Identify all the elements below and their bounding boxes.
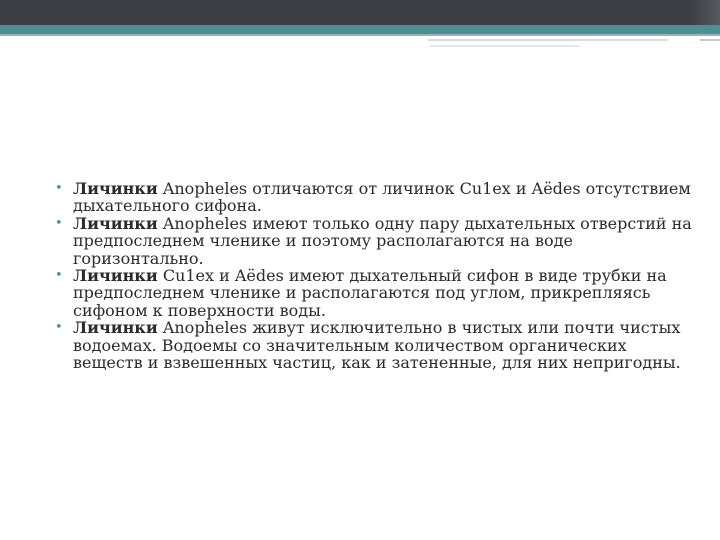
decorative-line [700,39,720,41]
bullet-item [52,267,692,319]
decorative-line [430,45,580,47]
bullet-text: Cu1ex и Aёdes имеют дыхательный сифон в виде трубки на предпоследнем членике и располагаются под углом, прикрепляясь сифоном к поверхности воды. [73,266,667,320]
bullet-text: Anopheles отличаются от личинок Cu1ex и Aёdes отсутствием дыхательного сифона. [73,179,691,216]
bullet-icon: • [55,181,63,196]
header-bar [0,0,720,26]
bullet-item [52,215,692,267]
accent-band [0,25,720,34]
bullet-item [52,180,692,215]
decorative-line [428,39,668,41]
bullet-icon: • [55,320,63,336]
bullet-icon: • [55,268,63,284]
bullet-lead: Личинки [73,318,158,338]
bullet-lead: Личинки [73,266,158,286]
bullet-item [52,319,692,371]
bullet-text: Anopheles живут исключительно в чистых или почти чистых водоемах. Водоемы со значительным количеством органических веществ и взвешенных частиц, как и затененные, для них непригодны. [73,318,681,373]
slide-content [52,180,692,371]
bullet-lead: Личинки [73,213,158,233]
bullet-list [52,180,692,371]
bullet-icon: • [55,215,63,231]
bullet-lead: Личинки [73,179,158,198]
bullet-text: Anopheles имеют только одну пару дыхательных отверстий на предпоследнем членике и поэтому располагаются на воде горизонтально. [73,213,692,268]
